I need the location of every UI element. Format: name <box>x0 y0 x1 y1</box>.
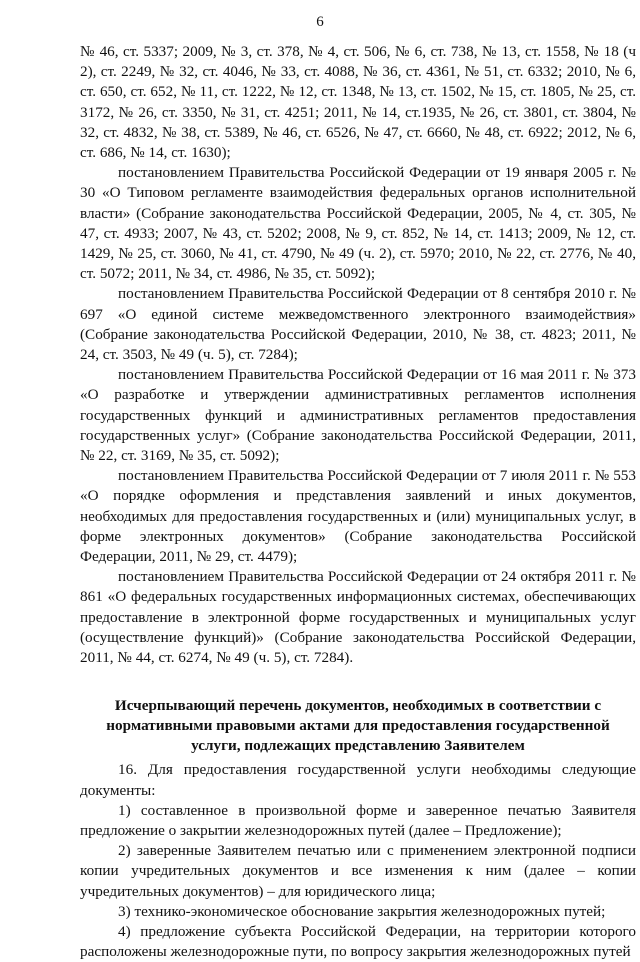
list-item: 3) технико-экономическое обоснование закрытия железнодорожных путей; <box>118 902 606 920</box>
paragraph-resolution-861: постановлением Правительства Российской Федерации от 24 октября 2011 г. № 861 «О федеральных государственных информационных системах, обеспечивающих предоставление в электронной форме государственных и муниципальных услуг (осуществление функций)» (Собрание законодательства Российской Федерации, 2011, № 44, ст. 6274, № 49 (ч. 5), ст. 7284). <box>80 568 636 667</box>
list-item: 2) заверенные Заявителем печатью или с применением электронной подписи копии учредительных документов и все изменения к ним (далее – копии учредительных документов) – для юридического лица; <box>80 842 636 900</box>
section-heading: Исчерпывающий перечень документов, необходимых в соответствии с нормативными правовыми актами для предоставления государственной услуги, подлежащих представлению Заявителем <box>106 697 610 755</box>
paragraph-resolution-2010: постановлением Правительства Российской Федерации от 8 сентября 2010 г. № 697 «О единой системе межведомственного электронного взаимодействия» (Собрание законодательства Российской Федерации, 2010, № 38, ст. 4823; 2011, № 24, ст. 3503, № 49 (ч. 5), ст. 7284); <box>80 285 636 364</box>
list-item: 1) составленное в произвольной форме и заверенное печатью Заявителя предложение о закрытии железнодорожных путей (далее – Предложение); <box>80 801 636 839</box>
document-body <box>80 42 636 962</box>
paragraph-resolution-2005: постановлением Правительства Российской Федерации от 19 января 2005 г. № 30 «О Типовом регламенте взаимодействия федеральных органов исполнительной власти» (Собрание законодательства Российской Федерации, 2005, № 4, ст. 305, № 47, ст. 4933; 2007, № 43, ст. 5202; 2008, № 9, ст. 852, № 14, ст. 1413; 2009, № 12, ст. 1429, № 25, ст. 3060, № 41, ст. 4790, № 49 (ч. 2), ст. 5970; 2010, № 22, ст. 2776, № 40, ст. 5072; 2011, № 34, ст. 4986, № 35, ст. 5092); <box>80 164 636 283</box>
paragraph-resolution-373: постановлением Правительства Российской Федерации от 16 мая 2011 г. № 373 «О разработке и утверждении административных регламентов исполнения государственных функций и административных регламентов предоставления государственных услуг» (Собрание законодательства Российской Федерации, 2011, № 22, ст. 3169, № 35, ст. 5092); <box>80 366 636 465</box>
page-number: 6 <box>316 14 324 30</box>
paragraph-resolution-553: постановлением Правительства Российской Федерации от 7 июля 2011 г. № 553 «О порядке оформления и представления заявлений и иных документов, необходимых для предоставления государственных и (или) муниципальных услуг, в форме электронных документов» (Собрание законодательства Российской Федерации, 2011, № 29, ст. 4479); <box>80 467 636 566</box>
paragraph-legislation-continued: № 46, ст. 5337; 2009, № 3, ст. 378, № 4, ст. 506, № 6, ст. 738, № 13, ст. 1558, № 18 (ч 2), ст. 2249, № 32, ст. 4046, № 33, ст. 4088, № 36, ст. 4361, № 51, ст. 6332; 2010, № 6, ст. 650, ст. 652, № 11, ст. 1222, № 12, ст. 1348, № 13, ст. 1502, № 15, ст. 1805, № 25, ст. 3172, № 26, ст. 3350, № 31, ст. 4251; 2011, № 14, ст.1935, № 26, ст. 3801, ст. 3804, № 32, ст. 4832, № 38, ст. 5389, № 46, ст. 6526, № 47, ст. 6660, № 48, ст. 6922; 2012, № 6, ст. 686, № 14, ст. 1630); <box>80 43 636 162</box>
list-item: 16. Для предоставления государственной услуги необходимы следующие документы: <box>80 761 636 799</box>
list-item: 4) предложение субъекта Российской Федерации, на территории которого расположены железнодорожные пути, по вопросу закрытия железнодорожных путей <box>80 922 636 961</box>
